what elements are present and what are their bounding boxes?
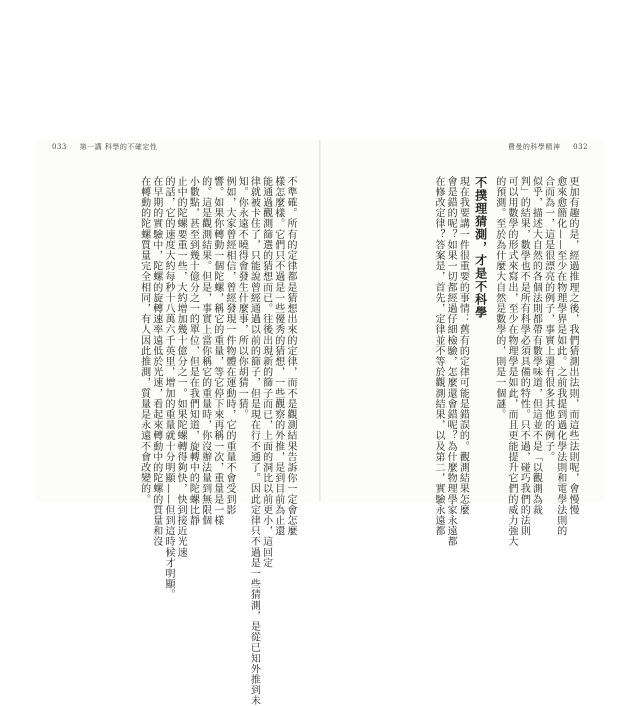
text-column: 小數點，甚至到幾十億分之一的單位，但是在我們知道，旋轉中的陀螺比靜: [187, 176, 199, 526]
text-column: 現在我要講一件很重要的事情：舊有的定律可能是錯誤的。觀測結果怎麼: [457, 176, 469, 516]
text-column: 在修改定律？答案是，首先，定律並不等於觀測結果，以及第二，實驗永遠都: [432, 176, 444, 537]
chapter-title: 科學的不確定性: [104, 143, 158, 151]
section-heading: 不撲理猜測，才是不科學: [473, 176, 488, 319]
text-column: 不準確。所有的定律都是猜想出來的定律，而不是觀測結果告訴你一定會怎麼: [285, 176, 296, 537]
text-column: 例如，大家曾經相信，曾經發現一件物體在運動時，它的重量不會受到影: [223, 176, 235, 516]
text-column: 能通過觀測篩選的猜想而已。往後出現新的篩子而已，上面的洞比以前更小，這回定: [260, 176, 272, 569]
text-column: 的話，它的速度大約每秒十八萬六千英里，增加的重量就十分明顯——但到這時候才明顯。: [162, 176, 174, 600]
text-column: 可以用數學的形式來寫出，至少在物理學是如此，而且更能提升它們的威力強大: [505, 176, 517, 547]
text-column: 知。你永遠不曉得會發生什麼事，所以你胡猜一猜。: [236, 176, 248, 420]
chapter-label: 第一講: [79, 143, 103, 151]
left-page-body: [74, 176, 296, 706]
left-running-header: [52, 142, 157, 152]
text-column: 似乎，描述大自然的各個法則都帶有數學味道，但這並不是「以觀測為裁: [530, 176, 542, 516]
text-column: 的。這是觀測結果。但是，事實上當你稱它的重量時，你沒辦法量到無限個: [199, 176, 211, 526]
text-column: 合而為一，這是很漂亮的例子，事實上還有很多其他的例子。: [542, 176, 554, 463]
text-column: 更加有趣的是，經過推理之後，我們猜測出法則，而這些法則呢，會慢慢: [567, 176, 578, 516]
text-column: 響。如果你轉動一個陀螺，稱它的重量，等它停下來再稱一次，重量是一樣: [211, 176, 223, 526]
right-page-body: [336, 176, 578, 547]
text-column: 樣怎麼樣。它們只不過是一些優秀的猜想，一些觀察的外推，是到目前為止還: [272, 176, 284, 537]
text-column: 在轉動的陀螺質量完全相同，有人因此推測，質量是永遠不會改變的。: [138, 176, 150, 505]
book-spread: [36, 140, 604, 706]
right-page-number: 032: [573, 143, 588, 151]
right-running-header: [508, 142, 588, 152]
text-column: 止中的陀螺要重一些，大約增加幾十億分之一。如果陀螺轉得夠快，快到接近光速: [175, 176, 187, 558]
left-page-number: 033: [52, 143, 67, 151]
text-column: 在早期的實驗中，陀螺的旋轉速率遠低於光速，看起來轉動中的陀螺的質量和沒: [150, 176, 162, 547]
text-column: 會是錯的呢？如果一切都經過仔細檢驗，怎麼還會錯呢？為什麼物理學家永遠都: [445, 176, 457, 547]
text-column: 律就被卡住了，只能說曾經通過以前的篩子，但是現在行不通了。因此定律只不過是一些猜測，是從已知外推到未: [248, 176, 260, 706]
text-column: 愈來愈簡化——至少在物理學界是如此。之前我提到過化學法則和電學法則的: [554, 176, 566, 537]
text-column: 的預測。至於為什麼大自然是數學的，則是一個謎。: [493, 176, 505, 420]
book-title: 費曼的科學精神: [507, 143, 561, 151]
text-column: 判」的結果，數學也不是所有科學必須具備的特性。只不過，碰巧我們的法則: [518, 176, 530, 537]
book-gutter: [319, 140, 321, 502]
